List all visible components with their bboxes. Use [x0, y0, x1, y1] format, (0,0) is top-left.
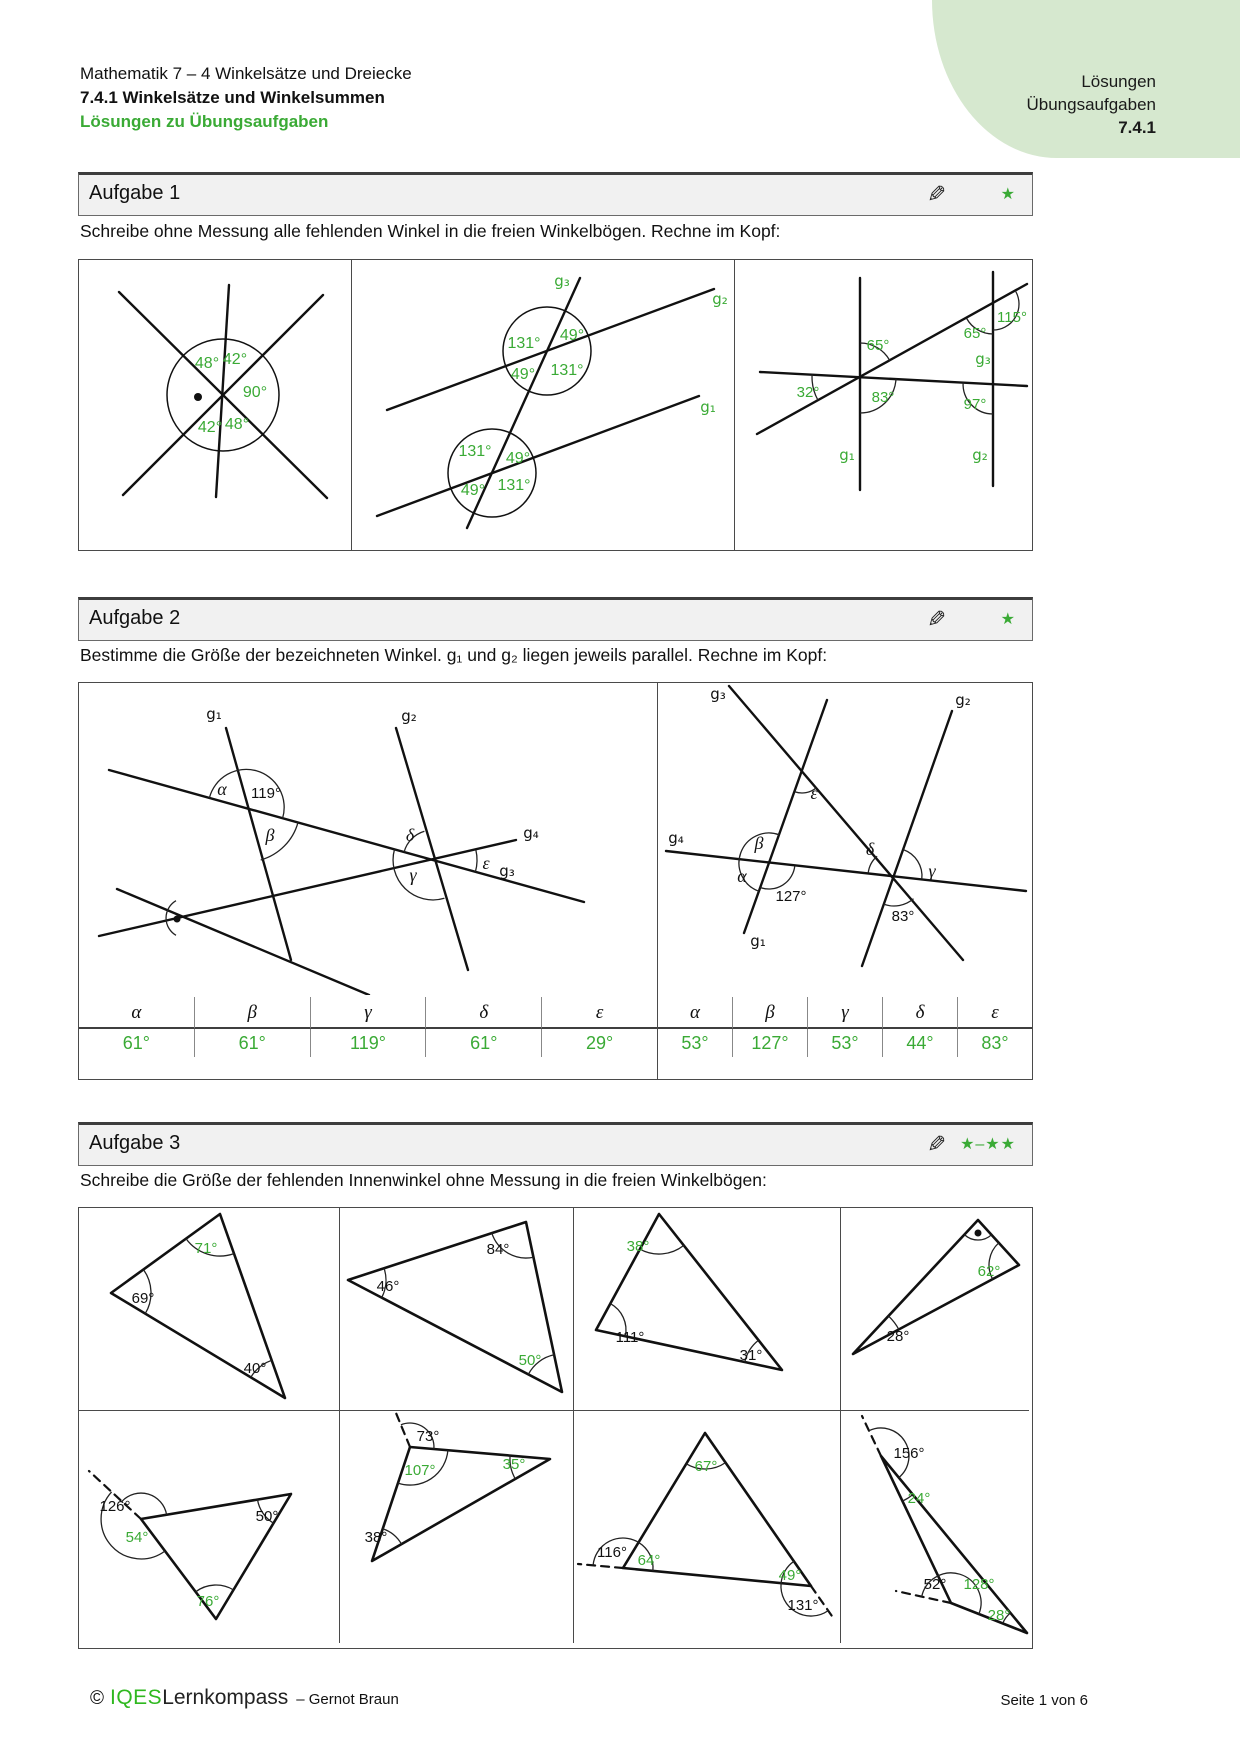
solution-angle: 67° [694, 1458, 718, 1475]
line-label-g4: g₄ [668, 829, 684, 847]
angle-label: 49° [510, 366, 536, 383]
header-course: Mathematik 7 – 4 Winkelsätze und Dreiecke [80, 64, 412, 83]
line-label-g3: g₃ [499, 862, 515, 880]
page-number: Seite 1 von 6 [1000, 1692, 1088, 1709]
task-3-title: Aufgabe 3 [89, 1132, 181, 1154]
line-label-g1: g₁ [700, 398, 716, 416]
value-delta: 61° [425, 1029, 541, 1057]
triangle-diagram [841, 1411, 1029, 1643]
th-alpha: α [79, 997, 194, 1029]
given-angle: 40° [243, 1360, 267, 1377]
solution-angle: 71° [194, 1240, 218, 1257]
task-3-instruction: Schreibe die Größe der fehlenden Innenwinkel ohne Messung in die freien Winkelbögen: [80, 1170, 767, 1190]
corner-line-chapter: 7.4.1 [1118, 118, 1156, 137]
task-1-diagram-1 [79, 260, 351, 550]
solution-angle: 62° [977, 1263, 1001, 1280]
th-epsilon: ε [541, 997, 657, 1029]
angle-epsilon: ε [482, 853, 490, 873]
angle-label: 48° [224, 416, 250, 433]
angle-beta: β [265, 825, 275, 845]
corner-line-uebungsaufgaben: Übungsaufgaben [1026, 95, 1156, 114]
angle-label: 65° [963, 325, 987, 342]
solution-angle: 24° [907, 1490, 931, 1507]
th-delta: δ [425, 997, 541, 1029]
given-exterior-angle: 73° [416, 1428, 440, 1445]
angle-epsilon: ε [810, 783, 818, 803]
angle-gamma: γ [409, 865, 417, 885]
angle-label: 65° [866, 337, 890, 354]
parallels-transversal-diagram [352, 260, 734, 547]
value-epsilon: 83° [957, 1029, 1032, 1057]
marked-angle-dot [174, 916, 181, 923]
value-delta: 44° [882, 1029, 957, 1057]
given-angle: 50° [255, 1508, 279, 1525]
footer-brand [90, 1686, 399, 1710]
table-value-row [658, 1029, 1032, 1057]
solution-angle: 54° [125, 1529, 149, 1546]
pencil-icon: ✎ [926, 181, 946, 207]
value-gamma: 119° [310, 1029, 426, 1057]
lines-through-point-diagram [79, 260, 351, 547]
footer-author: – Gernot Braun [296, 1691, 399, 1708]
value-epsilon: 29° [541, 1029, 657, 1057]
angle-label: 131° [458, 443, 492, 460]
solution-angle: 38° [626, 1238, 650, 1255]
angle-delta: δ [865, 839, 875, 859]
task-2-title: Aufgabe 2 [89, 607, 181, 629]
given-exterior-angle: 126° [99, 1498, 131, 1515]
angle-label: 131° [550, 362, 584, 379]
angle-label: 90° [242, 384, 268, 401]
solution-angle: 49° [778, 1567, 802, 1584]
task-bar-aufgabe-1 [78, 172, 1033, 216]
angle-delta: δ [405, 825, 415, 845]
table-header-row [79, 997, 657, 1029]
solution-angle: 50° [518, 1352, 542, 1369]
corner-header [1026, 70, 1156, 139]
value-alpha: 61° [122, 1033, 151, 1053]
triangle-8 [840, 1410, 1029, 1643]
task-1-diagram-box [78, 259, 1033, 551]
angle-label: 49° [460, 482, 486, 499]
line-label-g2: g₂ [972, 446, 988, 464]
document-header [80, 62, 412, 134]
th-beta: β [732, 997, 807, 1029]
answer-table-right [658, 997, 1032, 1057]
value-alpha: 53° [681, 1033, 709, 1053]
task-1-title: Aufgabe 1 [89, 182, 181, 204]
angle-label: 32° [796, 384, 820, 401]
angle-beta: β [754, 833, 764, 853]
header-subtitle: Lösungen zu Übungsaufgaben [80, 112, 329, 131]
angle-label: 42° [222, 351, 248, 368]
corner-line-loesungen: Lösungen [1081, 72, 1156, 91]
angle-alpha: α [737, 866, 747, 886]
th-epsilon: ε [957, 997, 1032, 1029]
line-label-g3: g₃ [710, 685, 726, 703]
solution-angle: 76° [196, 1593, 220, 1610]
triangle-2 [339, 1208, 573, 1410]
line-label-g2: g₂ [401, 707, 417, 725]
task-2-instruction: Bestimme die Größe der bezeichneten Winkel. g₁ und g₂ liegen jeweils parallel. Rechne im Kopf: [80, 645, 828, 665]
angle-gamma: γ [928, 861, 936, 881]
given-angle: 119° [251, 785, 281, 802]
line-label-g3: g₃ [554, 272, 570, 290]
solution-angle: 28° [987, 1607, 1011, 1624]
line-label-g1: g₁ [206, 705, 222, 723]
triangle-4 [840, 1208, 1029, 1410]
given-angle: 28° [886, 1328, 910, 1345]
given-angle: 84° [486, 1241, 510, 1258]
given-angle: 38° [364, 1529, 388, 1546]
header-chapter: 7.4.1 Winkelsätze und Winkelsummen [80, 88, 385, 107]
th-delta: δ [882, 997, 957, 1029]
triangle-7 [573, 1410, 840, 1643]
given-angle: 52° [923, 1576, 947, 1593]
angle-label: 97° [963, 396, 987, 413]
triangle-5 [79, 1410, 339, 1643]
triangle-diagram [574, 1208, 840, 1410]
line-label-g4: g₄ [523, 824, 539, 842]
angle-label: 115° [997, 309, 1027, 326]
given-angle: 46° [376, 1278, 400, 1295]
pencil-icon: ✎ [926, 606, 946, 632]
given-angle: 69° [131, 1290, 155, 1307]
iqes-logo: IQES [110, 1686, 163, 1709]
given-angle: 31° [739, 1347, 763, 1364]
given-exterior-angle: 156° [893, 1445, 925, 1462]
angle-alpha: α [217, 779, 227, 799]
line-label-g2: g₂ [955, 691, 971, 709]
solution-angle: 107° [404, 1462, 436, 1479]
task-2-left [79, 683, 657, 1079]
triangle-1 [79, 1208, 339, 1410]
pencil-icon: ✎ [926, 1131, 946, 1157]
value-gamma: 53° [807, 1029, 882, 1057]
angle-label: 49° [505, 450, 531, 467]
triangle-diagram [79, 1411, 339, 1643]
angle-label: 83° [871, 389, 895, 406]
angle-label: 48° [194, 355, 220, 372]
task-1-diagram-3 [734, 260, 1029, 550]
task-1-instruction: Schreibe ohne Messung alle fehlenden Winkel in die freien Winkelbögen. Rechne im Kopf: [80, 221, 781, 241]
solution-angle: 128° [963, 1576, 995, 1593]
triangle-diagram [79, 1208, 339, 1410]
task-3-triangle-box [78, 1207, 1033, 1649]
table-header-row [658, 997, 1032, 1029]
triangle-row-1 [79, 1208, 1032, 1410]
copyright-icon: © [90, 1688, 104, 1709]
task-2-diagram-box [78, 682, 1033, 1080]
task-bar-aufgabe-3 [78, 1122, 1033, 1166]
line-label-g3: g₃ [975, 350, 991, 368]
th-gamma: γ [807, 997, 882, 1029]
th-beta: β [194, 997, 310, 1029]
given-exterior-angle: 116° [597, 1544, 627, 1561]
triangle-6 [339, 1410, 573, 1643]
given-angle-dot [194, 393, 202, 401]
line-label-g2: g₂ [712, 290, 728, 308]
given-angle: 127° [775, 888, 807, 905]
difficulty-stars: ★ [1000, 186, 1016, 203]
triangle-diagram [340, 1208, 573, 1410]
line-label-g1: g₁ [839, 446, 855, 464]
angle-label: 42° [197, 419, 223, 436]
table-value-row [79, 1029, 657, 1057]
answer-table-left [79, 997, 657, 1057]
triangle-diagram [340, 1411, 573, 1643]
vertical-parallels-diagram [735, 260, 1029, 547]
solution-angle: 35° [502, 1456, 526, 1473]
given-angle: 111° [615, 1329, 645, 1346]
solution-angle: 64° [637, 1552, 661, 1569]
task-bar-aufgabe-2 [78, 597, 1033, 641]
triangle-diagram [574, 1411, 840, 1643]
triangle-3 [573, 1208, 840, 1410]
angle-label: 49° [559, 327, 585, 344]
given-exterior-angle: 131° [787, 1597, 819, 1614]
lernkompass-wordmark: Lernkompass [162, 1686, 289, 1709]
triangle-diagram [841, 1208, 1029, 1410]
line-label-g1: g₁ [750, 932, 766, 950]
triangle-row-2 [79, 1410, 1032, 1643]
difficulty-stars: ★ [1000, 611, 1016, 628]
th-alpha: α [658, 997, 732, 1029]
th-gamma: γ [310, 997, 426, 1029]
task-2-right [657, 683, 1032, 1079]
task-1-diagram-2 [351, 260, 734, 550]
angle-label: 131° [507, 335, 541, 352]
right-angle-dot [975, 1230, 982, 1237]
value-beta: 61° [194, 1029, 310, 1057]
angle-label: 131° [497, 477, 531, 494]
value-beta: 127° [732, 1029, 807, 1057]
angle-diagram-right [658, 683, 1032, 995]
difficulty-stars: ★–★★ [960, 1136, 1016, 1153]
angle-diagram-left [79, 683, 657, 995]
given-angle-2: 83° [891, 908, 915, 925]
